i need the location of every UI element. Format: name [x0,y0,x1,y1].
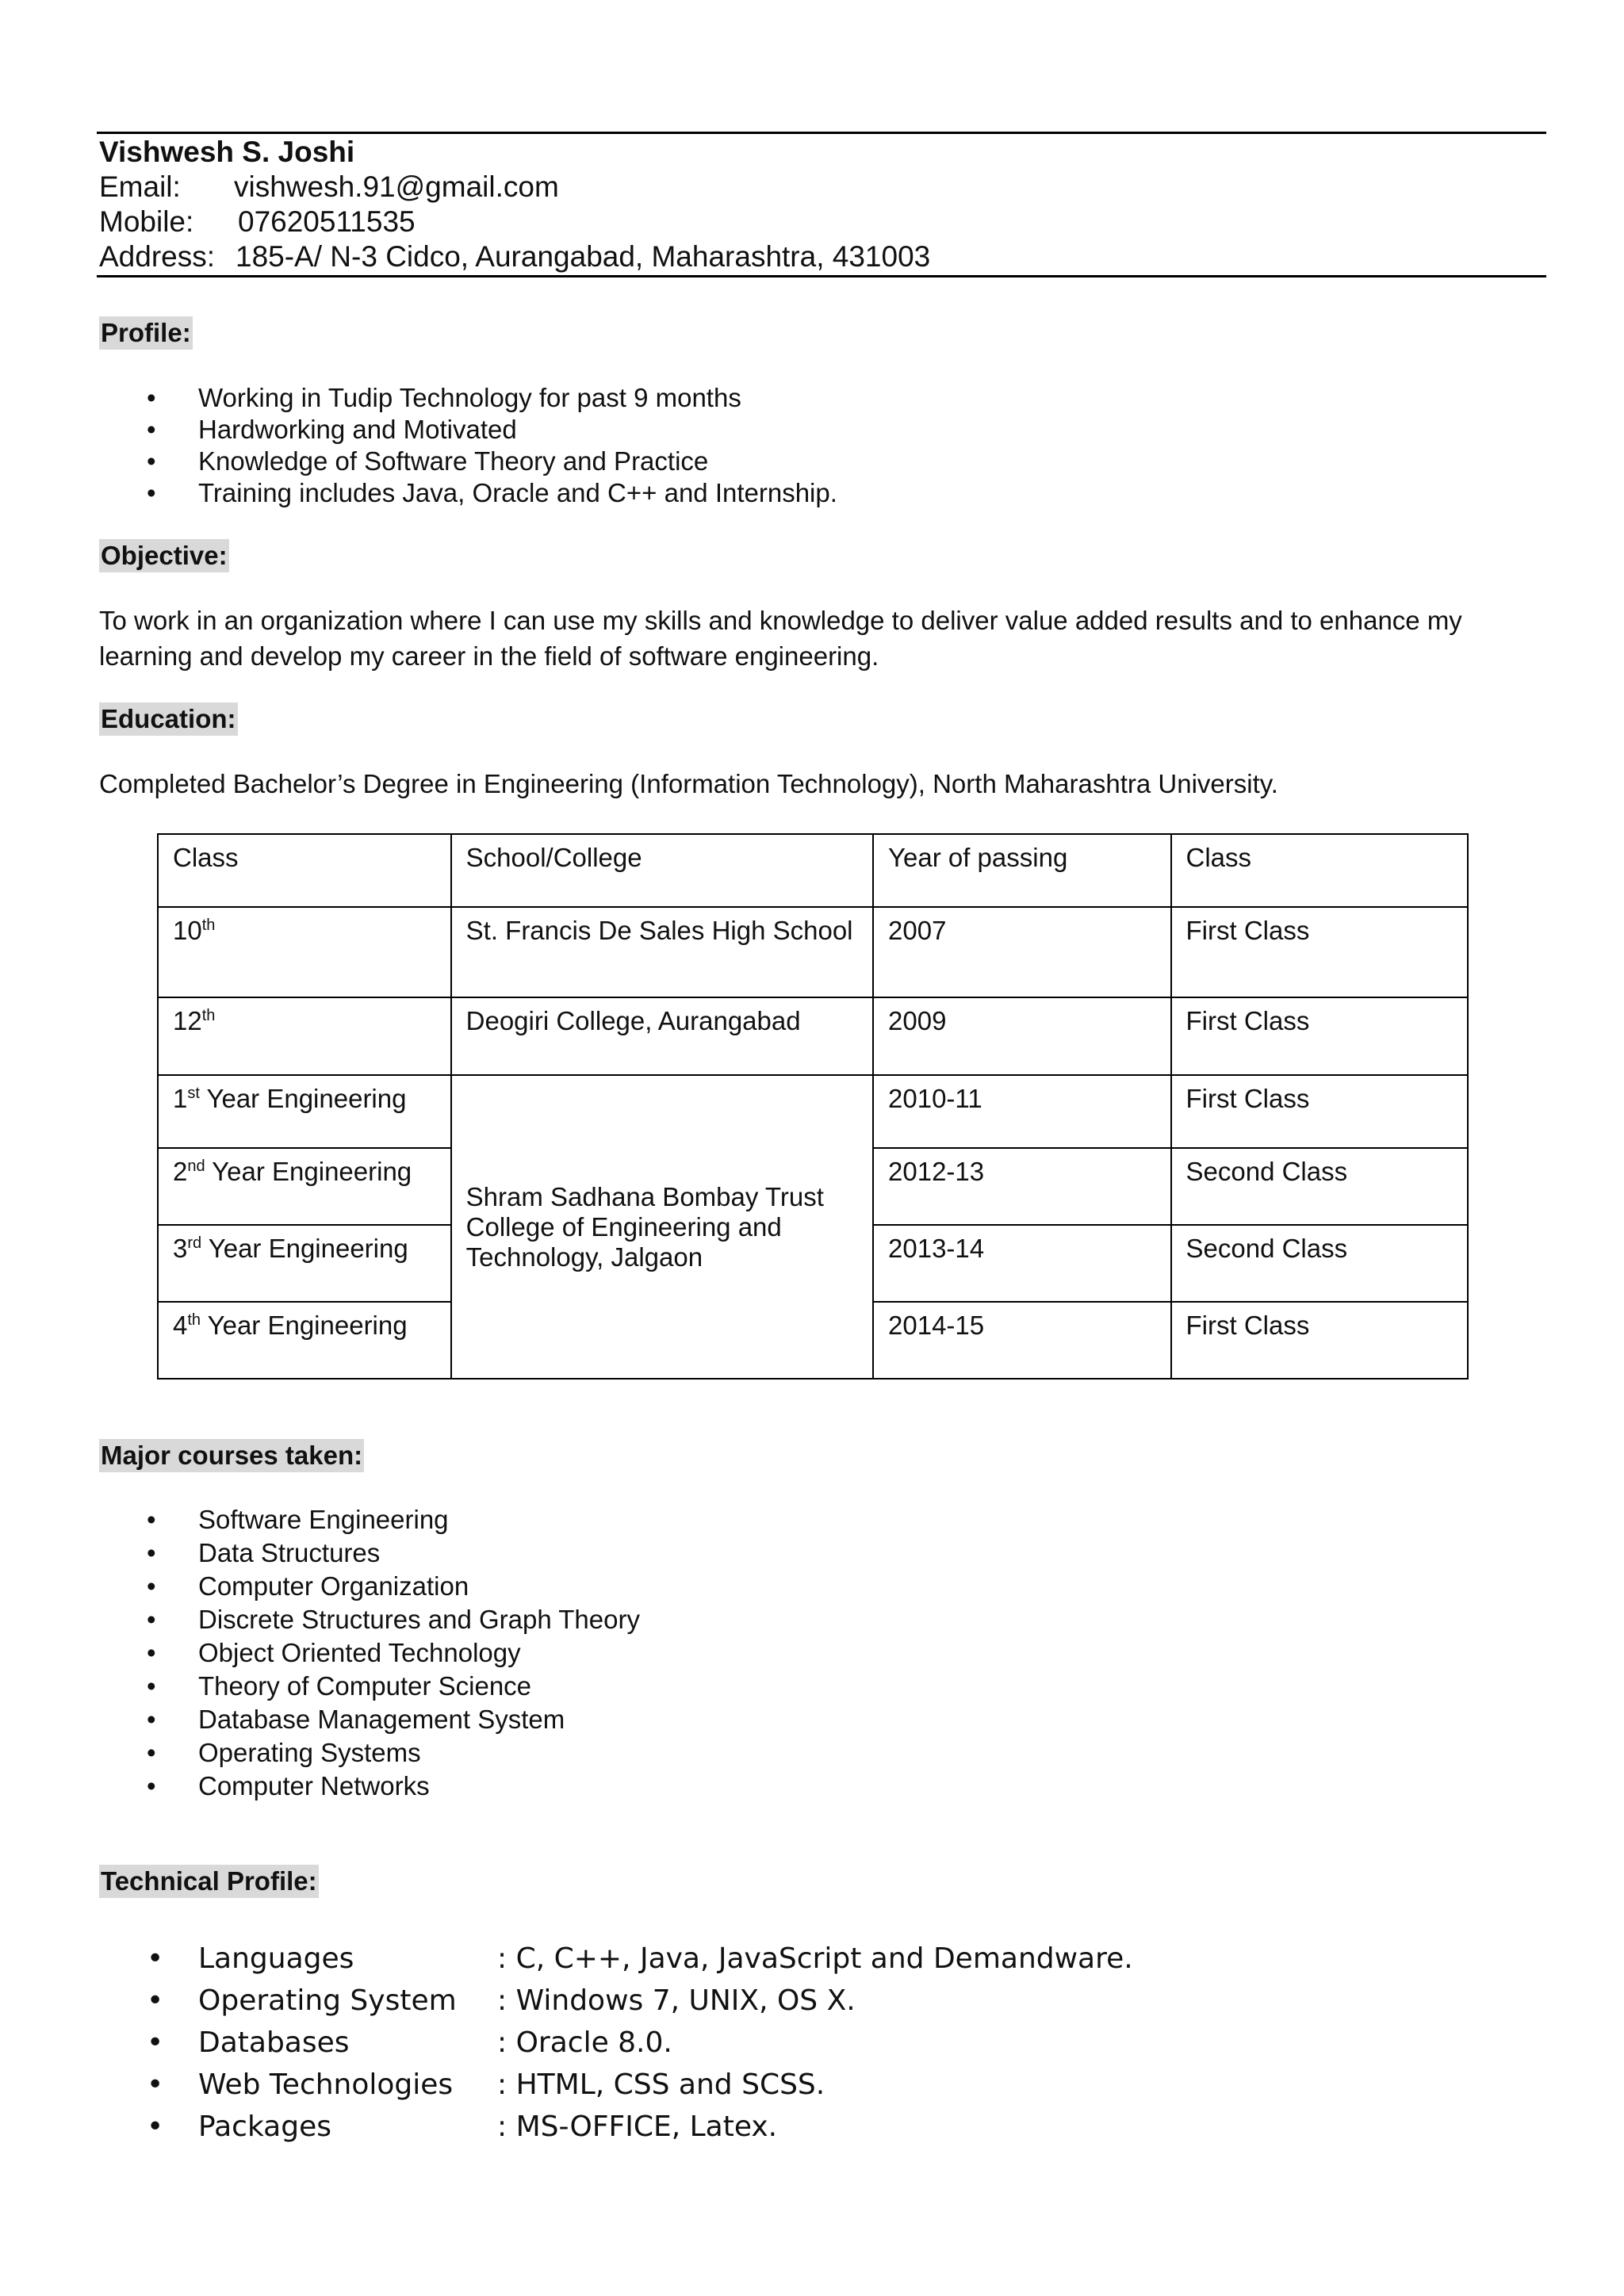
year-cell: 2012-13 [873,1148,1170,1225]
result-cell: First Class [1171,1302,1469,1379]
header-year: Year of passing [873,834,1170,907]
school-cell: Deogiri College, Aurangabad [451,997,873,1075]
list-item [99,2064,1133,2106]
class-cell: 10th [158,907,451,997]
email-value: vishwesh.91@gmail.com [234,170,559,203]
objective-title: Objective: [99,539,229,572]
address-label: Address: [99,240,216,273]
technical-title: Technical Profile: [99,1865,319,1898]
technical-list [99,1938,1133,2148]
list-item [99,2106,1133,2148]
tech-value: : Windows 7, UNIX, OS X. [497,1984,856,2017]
result-cell: First Class [1171,997,1469,1075]
result-cell: First Class [1171,1075,1469,1148]
table-row [158,907,1468,997]
tech-value: : Oracle 8.0. [497,2026,672,2059]
list-item: • Operating Systems [99,1736,640,1770]
list-item: • Knowledge of Software Theory and Practice [99,446,837,477]
list-item: • Theory of Computer Science [99,1670,640,1703]
education-table [157,833,1469,1380]
header-class: Class [158,834,451,907]
list-item: • Data Structures [99,1536,640,1570]
result-cell: Second Class [1171,1148,1469,1225]
profile-title: Profile: [99,316,193,350]
list-item: • Hardworking and Motivated [99,414,837,446]
tech-label: Databases [198,2026,350,2059]
class-cell: 4th Year Engineering [158,1302,451,1379]
merged-school-cell: Shram Sadhana Bombay Trust College of Engineering and Technology, Jalgaon [451,1075,873,1379]
tech-label: Packages [198,2110,331,2143]
header-bottom-rule [97,275,1546,277]
courses-title: Major courses taken: [99,1439,364,1472]
class-cell: 12th [158,997,451,1075]
class-cell: 3rd Year Engineering [158,1225,451,1302]
profile-list [99,382,837,509]
tech-value: : MS-OFFICE, Latex. [497,2110,778,2143]
list-item: • Object Oriented Technology [99,1636,640,1670]
list-item [99,1938,1133,1980]
mobile-value: 07620511535 [238,205,416,238]
list-item: • Computer Organization [99,1570,640,1603]
table-row [158,997,1468,1075]
table-header-row [158,834,1468,907]
list-item: • Training includes Java, Oracle and C++ and Internship. [99,477,837,509]
tech-value: : HTML, CSS and SCSS. [497,2068,825,2101]
header-result: Class [1171,834,1469,907]
courses-list [99,1503,640,1803]
address-line [99,239,930,274]
table-row [158,1075,1468,1148]
address-value: 185-A/ N-3 Cidco, Aurangabad, Maharashtra, 431003 [236,240,931,273]
education-summary: Completed Bachelor’s Degree in Engineering (Information Technology), North Maharashtra University. [99,769,1278,798]
list-item [99,1980,1133,2022]
year-cell: 2013-14 [873,1225,1170,1302]
year-cell: 2007 [873,907,1170,997]
candidate-name: Vishwesh S. Joshi [99,136,355,168]
tech-label: Operating System [198,1984,457,2017]
tech-value: : C, C++, Java, JavaScript and Demandware. [497,1942,1133,1975]
tech-label: Web Technologies [198,2068,454,2101]
email-line [99,170,559,205]
tech-label: Languages [198,1942,354,1975]
list-item: • Database Management System [99,1703,640,1736]
header-school: School/College [451,834,873,907]
list-item: • Software Engineering [99,1503,640,1536]
list-item: • Computer Networks [99,1770,640,1803]
class-cell: 2nd Year Engineering [158,1148,451,1225]
list-item: • Discrete Structures and Graph Theory [99,1603,640,1636]
email-label: Email: [99,170,181,203]
list-item: • Working in Tudip Technology for past 9 months [99,382,837,414]
year-cell: 2014-15 [873,1302,1170,1379]
school-cell: St. Francis De Sales High School [451,907,873,997]
result-cell: Second Class [1171,1225,1469,1302]
year-cell: 2009 [873,997,1170,1075]
result-cell: First Class [1171,907,1469,997]
objective-text: To work in an organization where I can use my skills and knowledge to deliver value added results and to enhance my learning and develop my career in the field of software engineering. [99,606,1462,671]
education-title: Education: [99,702,238,736]
year-cell: 2010-11 [873,1075,1170,1148]
list-item [99,2022,1133,2064]
class-cell: 1st Year Engineering [158,1075,451,1148]
mobile-label: Mobile: [99,205,194,238]
mobile-line [99,205,416,239]
header-top-rule [97,132,1546,134]
